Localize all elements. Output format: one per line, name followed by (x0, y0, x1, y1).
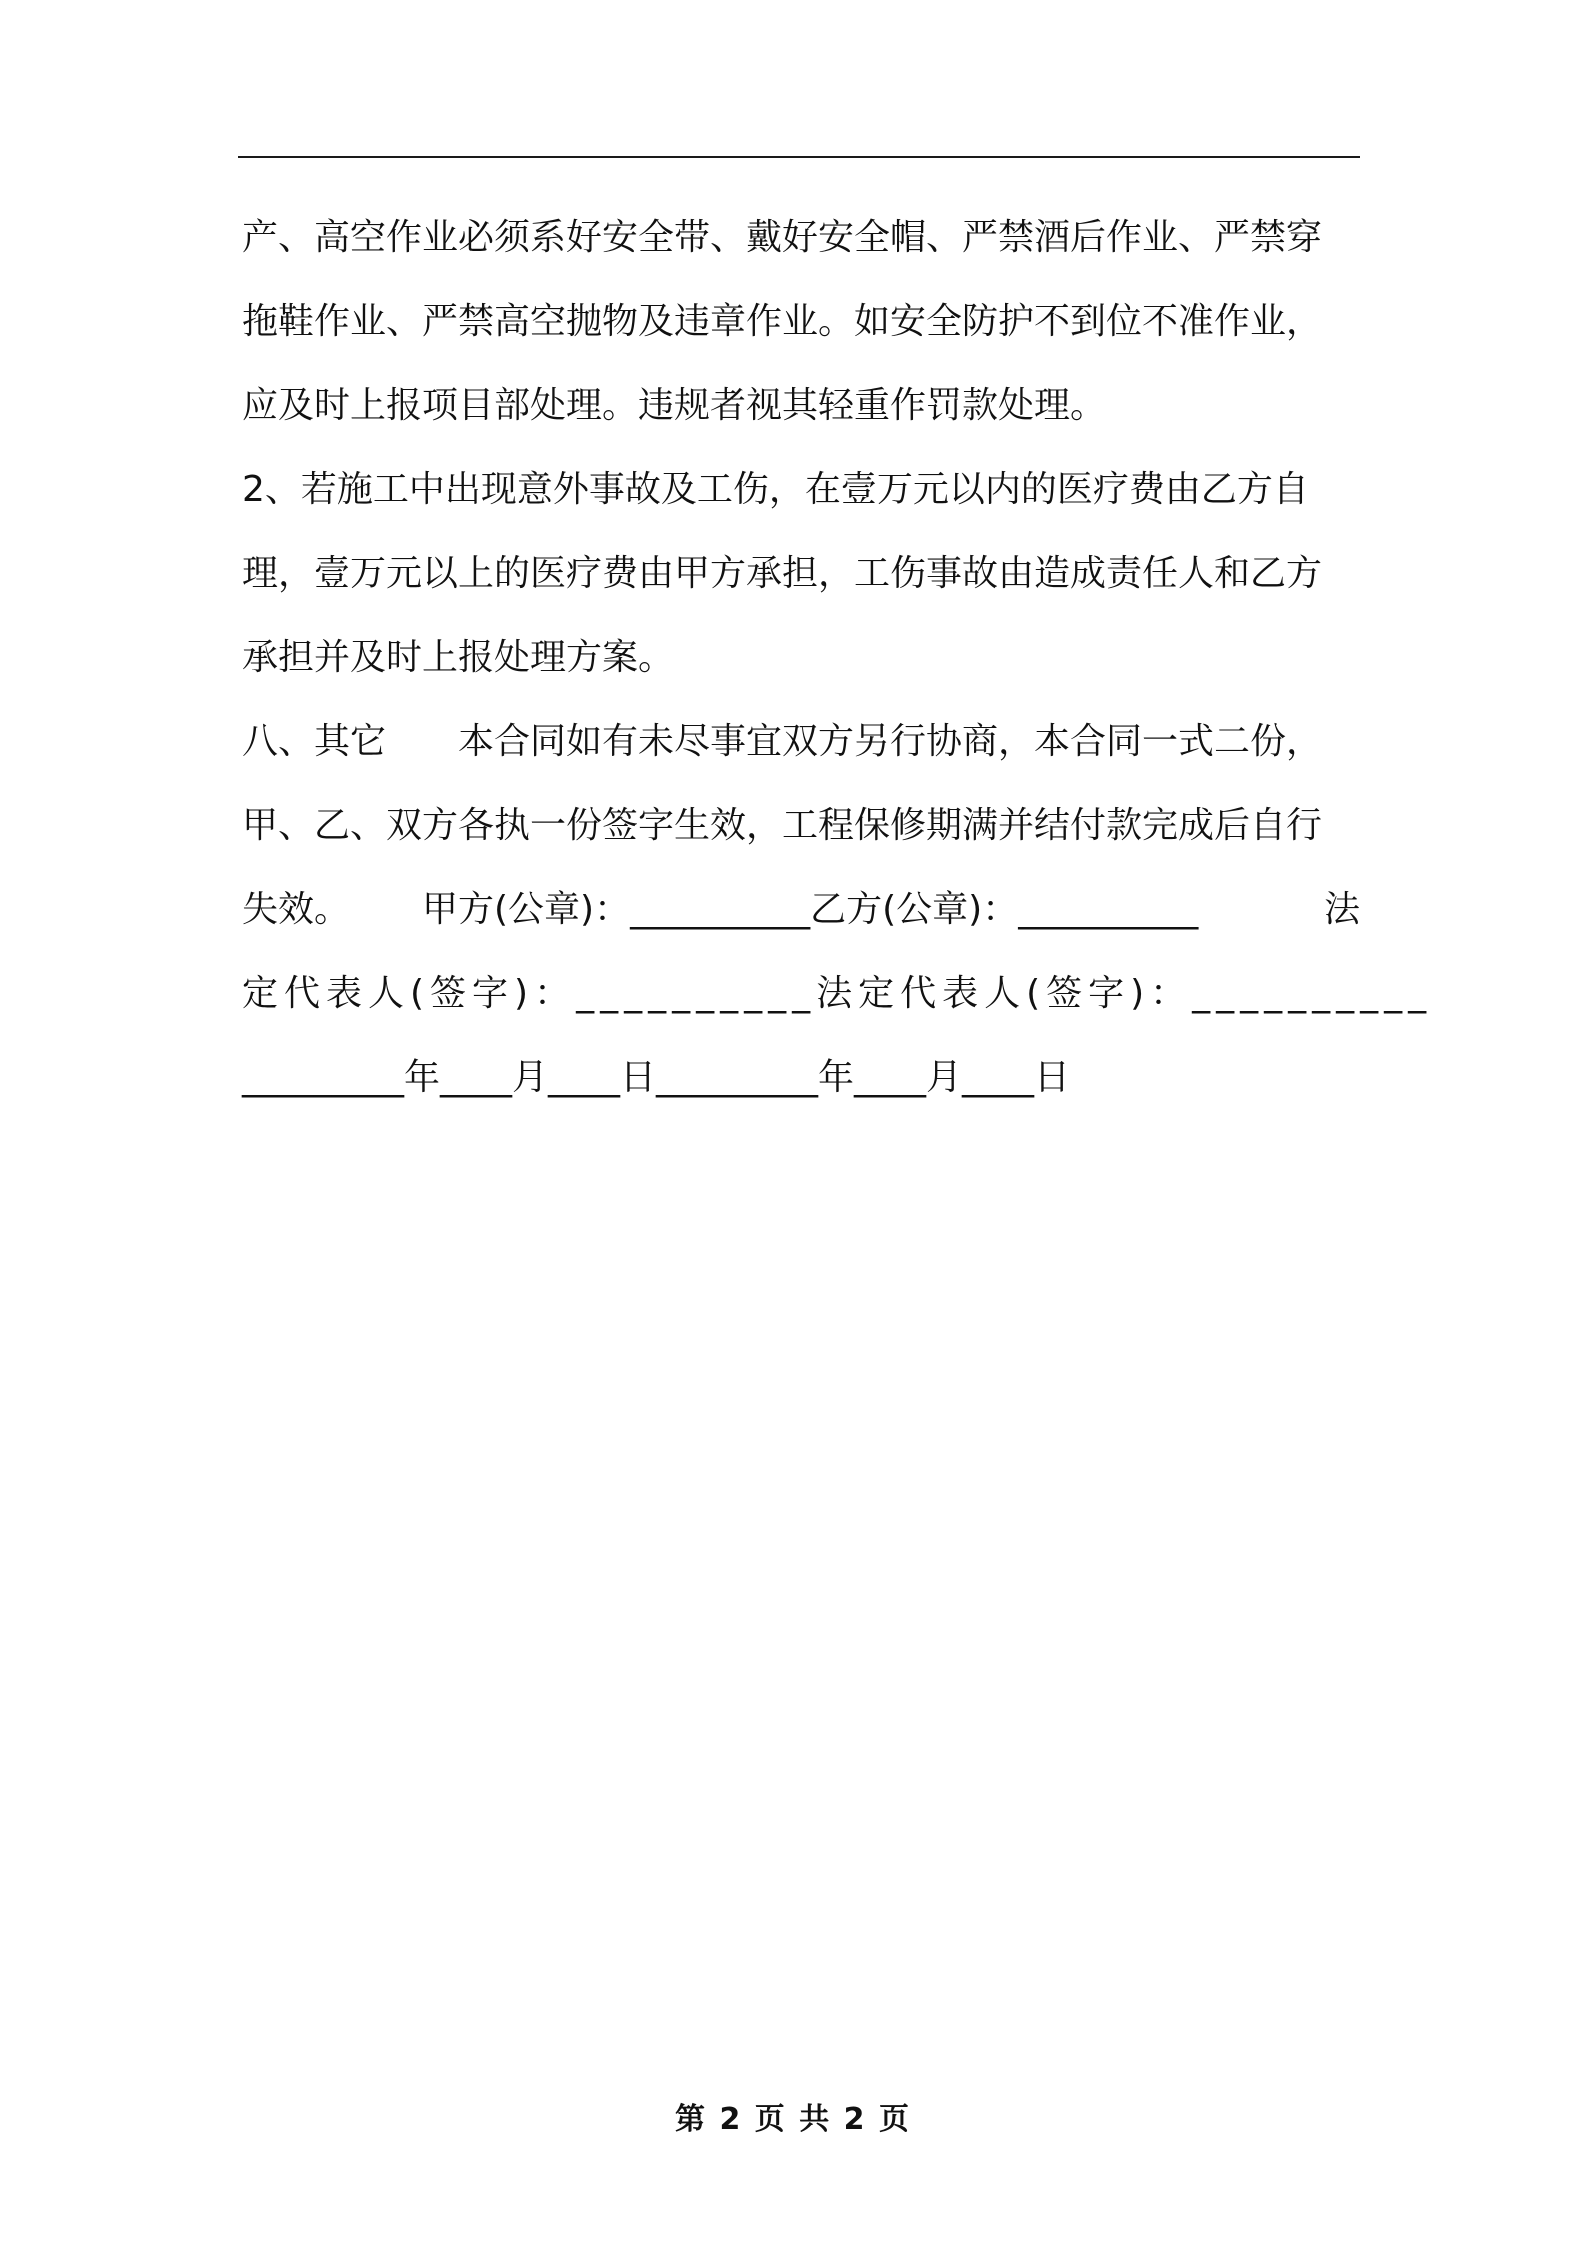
closing-text: 失效。 (242, 889, 351, 930)
party-a-legal-sign: 定代表人(签字)：__________ (242, 973, 817, 1014)
paragraph-line: 理，壹万元以上的医疗费由甲方承担，工伤事故由造成责任人和乙方 (242, 553, 1323, 594)
party-b-legal-sign: 法定代表人(签字)：__________ (816, 973, 1433, 1014)
section-eight-text: 本合同如有未尽事宜双方另行协商，本合同一式二份， (458, 721, 1323, 762)
paragraph-line: 应及时上报项目部处理。违规者视其轻重作罚款处理。 (242, 385, 1107, 426)
party-a-date: _________年____月____日 (242, 1057, 656, 1098)
section-eight-heading: 八、其它 (242, 721, 387, 762)
section-eight-line (242, 700, 1360, 784)
paragraph-line: 2、若施工中出现意外事故及工伤，在壹万元以内的医疗费由乙方自 (242, 469, 1309, 510)
seal-line (242, 868, 1360, 952)
legal-sign-line (242, 952, 1433, 1036)
party-b-seal: 乙方(公章)：__________ (810, 889, 1199, 930)
legal-prefix: 法 (1323, 889, 1360, 930)
header-rule (238, 156, 1360, 158)
paragraph-line: 产、高空作业必须系好安全带、戴好安全帽、严禁酒后作业、严禁穿 (242, 217, 1323, 258)
paragraph-line: 承担并及时上报处理方案。 (242, 637, 675, 678)
party-b-date: _________年____月____日 (656, 1057, 1070, 1098)
document-body (242, 196, 1433, 1120)
paragraph-line: 拖鞋作业、严禁高空抛物及违章作业。如安全防护不到位不准作业， (242, 301, 1323, 342)
page-number: 第 2 页 共 2 页 (675, 2102, 911, 2137)
party-a-seal: 甲方(公章)：__________ (422, 889, 811, 930)
paragraph-line: 甲、乙、双方各执一份签字生效，工程保修期满并结付款完成后自行 (242, 805, 1323, 846)
seal-line-left (242, 868, 1198, 952)
date-line (242, 1036, 1360, 1120)
